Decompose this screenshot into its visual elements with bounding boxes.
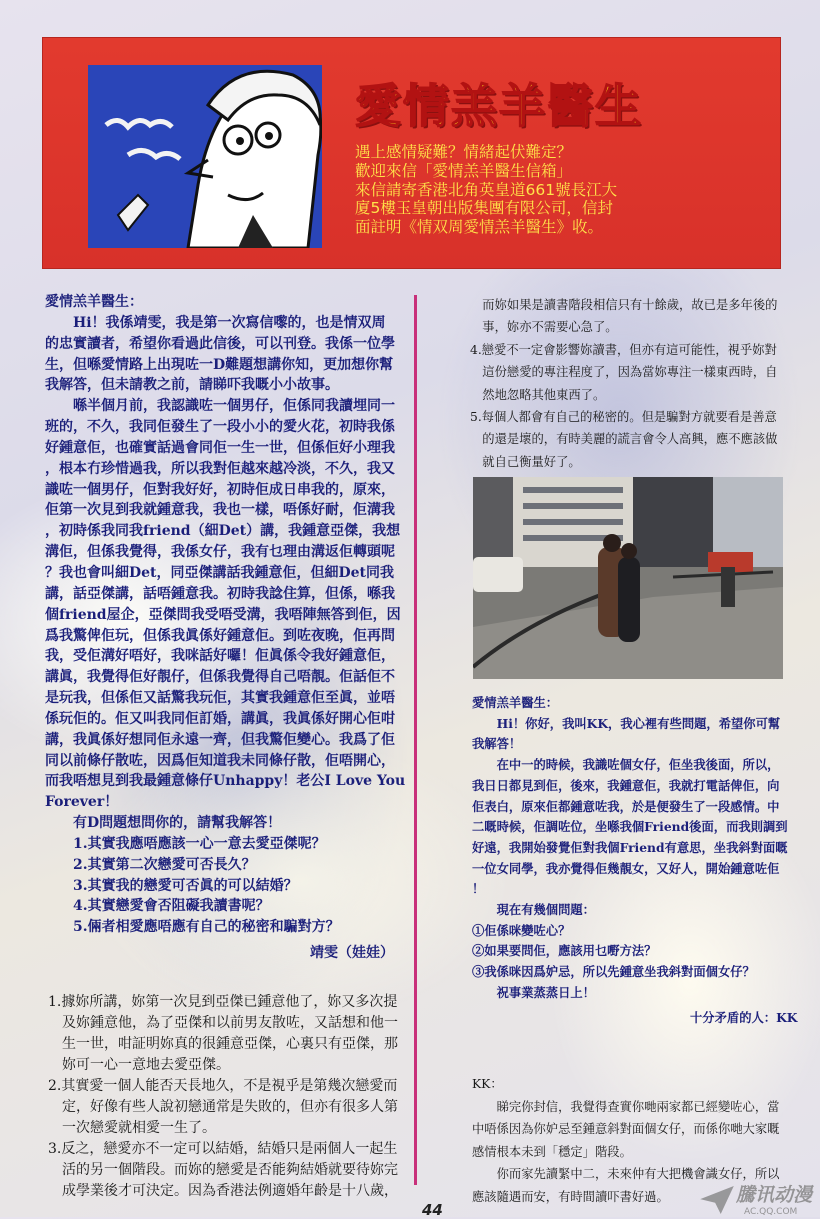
- text-line: 感情根本未到「穩定」階段。: [472, 1144, 632, 1159]
- text-line: 生一世，咁証明妳真的很鍾意亞傑，心裏只有亞傑，那: [48, 1036, 398, 1052]
- doctor-cartoon-illustration: [88, 65, 322, 248]
- watermark-text: 騰讯动漫: [736, 1184, 813, 1206]
- text-line: 有D問題想問你的，請幫我解答！: [45, 815, 282, 832]
- text-line: 定，好像有些人說初戀通常是失敗的，但亦有很多人第: [48, 1099, 398, 1115]
- text-line: 講眞，我覺得佢好靚仔，但係我覺得自己唔靚。佢話佢不: [45, 669, 395, 686]
- text-line: 現在有幾個問題：: [472, 902, 595, 918]
- text-line: 佢第一次見到我就鍾意我，我也一樣，唔係好耐，佢溝我: [45, 502, 395, 519]
- text-line: 中唔係因為你妒忌至鍾意斜對面個女仔，而係你哋大家嘅: [472, 1122, 780, 1136]
- text-line: 面註明《情双周愛情羔羊醫生》收。: [355, 218, 604, 237]
- text-line: 廈5樓玉皇朝出版集團有限公司，信封: [355, 199, 613, 218]
- text-line: 4.其實戀愛會否阻礙我讀書呢？: [45, 898, 270, 915]
- street-scene-photo: [473, 477, 783, 679]
- text-line: 在中一的時候，我識咗個女仔，佢坐我後面，所以，: [472, 757, 780, 773]
- text-line: 愛情羔羊醫生：: [45, 294, 143, 310]
- text-line: 我日日都見到佢，後來，我鍾意佢，我就打電話俾佢，向: [472, 777, 780, 793]
- text-line: Hi！我係靖雯，我是第一次寫信嚟的，也是情双周: [45, 314, 386, 331]
- text-line: 爲我驚俾佢玩，但係我眞係好鍾意佢。到咗夜晚，佢再問: [45, 627, 395, 644]
- text-line: 3.反之，戀愛亦不一定可以結婚，結婚只是兩個人一起生: [48, 1141, 398, 1157]
- text-line: ？我也會叫細Det，同亞傑講話我鍾意佢，但細Det同我: [45, 564, 395, 581]
- watermark-url: AC.QQ.COM: [744, 1207, 798, 1217]
- text-line: 應該隨遇而安，有時間讀吓書好過。: [472, 1189, 669, 1204]
- letter-1: [45, 292, 405, 938]
- text-line: ，根本冇珍惜過我，所以我對佢越來越冷淡，不久，我又: [45, 460, 395, 477]
- text-line: 是玩我，但係佢又話驚我玩佢，其實我鍾意佢至眞，並唔: [45, 690, 395, 707]
- text-line: 1.據妳所講，妳第一次見到亞傑已鍾意他了，妳又多次提: [48, 994, 398, 1010]
- text-line: ①佢係咪變咗心？: [472, 922, 571, 938]
- text-line: Forever！: [45, 794, 119, 811]
- text-line: 來信請寄香港北角英皇道661號長江大: [355, 180, 618, 199]
- text-line: 二嘅時候，佢調咗位，坐喺我個Friend後面，而我則調到: [472, 819, 788, 835]
- column-intro: [355, 143, 617, 237]
- page-number: 44: [422, 1201, 443, 1219]
- text-line: 你而家先讀緊中二，未來仲有大把機會識女仔，所以: [472, 1167, 780, 1181]
- text-line: 我解答，但未請教之前，請睇吓我嘅小小故事。: [45, 377, 339, 394]
- text-line: 係玩佢的。佢又叫我同佢訂婚，講眞，我眞係好開心佢咁: [45, 710, 395, 727]
- text-line: 遇上感情疑難？情緒起伏難定？: [355, 143, 573, 161]
- text-line: 1.其實我應唔應該一心一意去愛亞傑呢？: [45, 835, 326, 852]
- text-line: ，初時係我同我friend（細Det）講，我鍾意亞傑，我想: [45, 523, 401, 540]
- text-line: 我，受佢溝好唔好，我咪話好囉！佢眞係令我好鍾意佢，: [45, 648, 395, 665]
- text-line: 5.倆者相愛應唔應有自己的秘密和騙對方？: [45, 919, 340, 936]
- text-line: 生，但喺愛情路上出現咗一D難題想講你知，更加想你幫: [45, 356, 394, 373]
- text-line: 喺半個月前，我認識咗一個男仔，佢係同我讀埋同一: [45, 398, 395, 415]
- text-line: 我解答！: [472, 736, 522, 752]
- watermark: [700, 1186, 820, 1217]
- paper-plane-logo-icon: [700, 1186, 734, 1214]
- text-line: 個friend屋企，亞傑問我受唔受溝，我唔陣無答到佢，因: [45, 606, 401, 623]
- text-line: 而妳如果是讀書階段相信只有十餘歲，故已是多年後的: [470, 298, 778, 312]
- text-line: Hi！你好，我叫KK，我心裡有些問題，希望你可幫: [472, 715, 781, 731]
- text-line: 活的另一個階段。而妳的戀愛是否能夠結婚就要待妳完: [48, 1162, 398, 1178]
- text-line: 好遠，我開始發覺佢對我個Friend有意思，坐我斜對面嘅: [472, 839, 788, 855]
- reply-1-part-1: [48, 992, 398, 1202]
- letter-1-signature: 靖雯（娃娃）: [310, 945, 394, 961]
- text-line: 4.戀愛不一定會影響妳讀書，但亦有這可能性，視乎妳對: [470, 342, 777, 357]
- text-line: 妳可一心一意地去愛亞傑。: [48, 1057, 230, 1073]
- text-line: 3.其實我的戀愛可否眞的可以結婚？: [45, 877, 298, 894]
- text-line: 成學業後才可決定。因為香港法例適婚年齡是十八歲，: [48, 1183, 398, 1199]
- text-line: 及妳鍾意他，為了亞傑和以前男友散咗，又話想和他一: [48, 1015, 398, 1031]
- column-header-banner: [43, 38, 780, 268]
- text-line: 佢表白，原來佢都鍾意咗我，於是便發生了一段感情。中: [472, 798, 780, 814]
- text-line: 歡迎來信「愛情羔羊醫生信箱」: [355, 161, 573, 180]
- text-line: 一次戀愛就相愛一生了。: [48, 1120, 216, 1136]
- text-line: 班的，不久，我同佢發生了一段小小的愛火花，初時我係: [45, 419, 395, 436]
- text-line: 講，話亞傑講，話唔鍾意我。初時我諗住算，但係，喺我: [45, 585, 395, 602]
- text-line: 愛情羔羊醫生：: [472, 695, 559, 710]
- text-line: 的還是壞的，有時美麗的謊言會令人高興，應不應該做: [470, 432, 778, 447]
- text-line: 講，我眞係好想同佢永遠一齊，但我驚佢變心。我爲了佢: [45, 731, 395, 748]
- text-line: 識咗一個男仔，佢對我好好，初時佢成日串我的，原來，: [45, 481, 395, 498]
- column-divider: [414, 295, 417, 1185]
- text-line: 就自己衡量好了。: [470, 454, 581, 469]
- text-line: 5.每個人都會有自己的秘密的。但是騙對方就要看是善意: [470, 410, 777, 425]
- text-line: KK：: [472, 1077, 503, 1091]
- text-line: 然地忽略其他東西了。: [470, 387, 606, 402]
- text-line: 好鍾意佢，也確實話過會同佢一生一世，但係佢好小理我: [45, 439, 395, 456]
- text-line: 2.其實愛一個人能否天長地久，不是視乎是第幾次戀愛而: [48, 1078, 398, 1094]
- letter-2: [472, 693, 788, 1004]
- text-line: ②如果要問佢，應該用乜嘢方法？: [472, 943, 657, 959]
- letter-2-signature: 十分矛盾的人：KK: [690, 1010, 798, 1025]
- text-line: 睇完你封信，我覺得查實你哋兩家都已經變咗心，當: [472, 1099, 780, 1114]
- text-line: 2.其實第二次戀愛可否長久？: [45, 856, 256, 873]
- text-line: 這份戀愛的專注程度了，因為當妳專注一樣東西時，自: [470, 365, 778, 380]
- text-line: ③我係咪因爲妒忌，所以先鍾意坐我斜對面個女仔？: [472, 964, 755, 980]
- text-line: 事，妳亦不需要心急了。: [470, 320, 618, 335]
- text-line: 而我唔想見到我最鍾意條仔Unhappy！老公I Love You: [45, 773, 406, 790]
- text-line: 祝事業蒸蒸日上！: [472, 984, 595, 1000]
- text-line: ！: [472, 881, 485, 897]
- text-line: 的忠實讀者，希望你看過此信後，可以刊登。我係一位學: [45, 335, 395, 352]
- reply-1-part-2: [470, 294, 777, 473]
- text-line: 溝佢，但係我覺得，我係女仔，我有乜理由溝返佢轉頭呢: [45, 544, 395, 561]
- column-title: 愛情羔羊醫生: [355, 79, 643, 133]
- text-line: 同以前條仔散咗，因爲佢知道我未同條仔散，佢唔開心，: [45, 752, 395, 769]
- text-line: 一位女同學，我亦覺得佢幾靚女，又好人，開始鍾意咗佢: [472, 860, 780, 876]
